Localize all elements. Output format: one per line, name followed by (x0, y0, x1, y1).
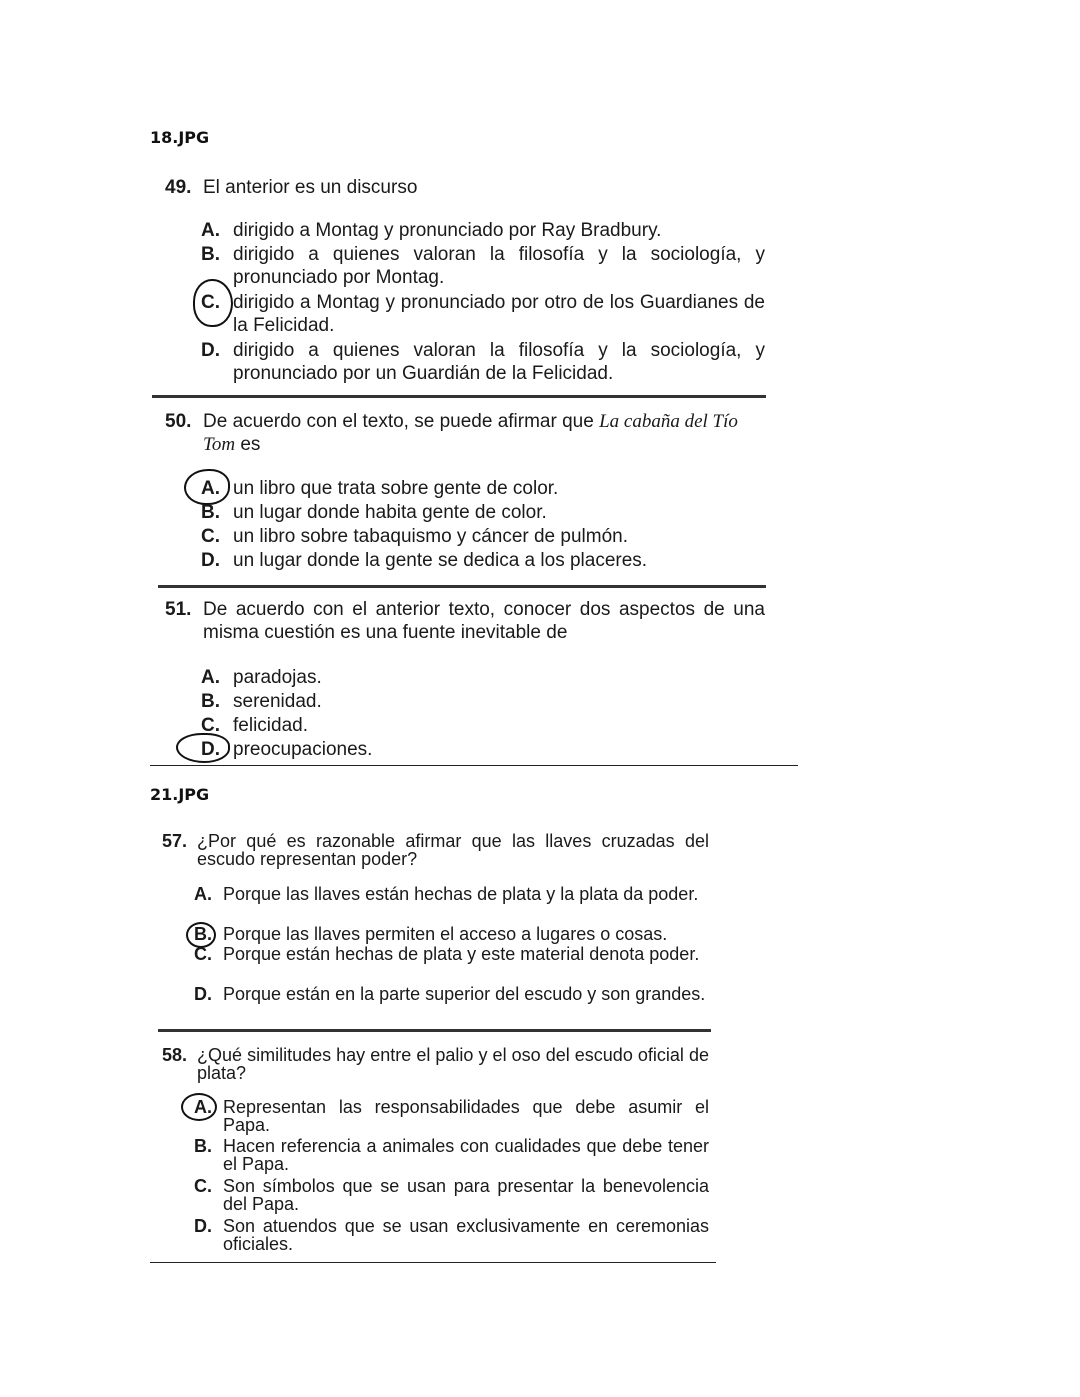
option-letter: A. (194, 884, 212, 904)
option-letter: C. (201, 715, 220, 736)
answer-circle-mark (193, 279, 233, 327)
option-text: paradojas. (233, 667, 322, 688)
option-letter: C. (194, 1176, 212, 1196)
option-letter: A. (201, 220, 220, 241)
question-number: 58. (162, 1045, 188, 1065)
option-text: felicidad. (233, 715, 308, 736)
option-letter: D. (201, 550, 220, 571)
option-letter: B. (201, 502, 220, 523)
option-text: serenidad. (233, 691, 322, 712)
option-text: Porque las llaves permiten el acceso a lugares o cosas. (223, 924, 668, 944)
option-letter: A. (201, 667, 220, 688)
option-text: preocupaciones. (233, 739, 373, 760)
question-number: 57. (162, 831, 188, 851)
question-text: De acuerdo con el anterior texto, conocer dos aspectos de una misma cuestión es una fuente inevitable de (203, 599, 765, 643)
question-number: 50. (165, 411, 192, 432)
option-text: dirigido a quienes valoran la filosofía y la sociología, y pronunciado por un Guardián de la Felicidad. (233, 340, 765, 384)
option-letter: C. (194, 944, 212, 964)
option-letter: D. (194, 984, 212, 1004)
option-letter: A. (201, 478, 220, 499)
option-letter: C. (201, 292, 220, 313)
divider (158, 585, 766, 588)
divider (150, 1262, 716, 1263)
question-number: 51. (165, 599, 192, 620)
option-text: Porque las llaves están hechas de plata y la plata da poder. (223, 884, 699, 904)
answer-circle-mark (184, 469, 230, 505)
option-letter: B. (201, 691, 220, 712)
option-text: un libro que trata sobre gente de color. (233, 478, 559, 499)
option-text: un lugar donde habita gente de color. (233, 502, 547, 523)
question-text-end: es (240, 434, 261, 455)
answer-circle-mark (176, 733, 230, 763)
book-title: La cabaña del Tío Tom (203, 411, 738, 455)
divider (158, 1029, 711, 1032)
option-text: dirigido a Montag y pronunciado por Ray Bradbury. (233, 220, 662, 241)
option-text: Porque están en la parte superior del escudo y son grandes. (223, 984, 706, 1004)
question-number: 49. (165, 177, 192, 198)
option-letter: A. (194, 1097, 212, 1117)
option-letter: C. (201, 526, 220, 547)
option-letter: D. (194, 1216, 212, 1236)
question-text: ¿Qué similitudes hay entre el palio y el oso del escudo oficial de plata? (197, 1045, 709, 1083)
file-label-18: 18.JPG (150, 128, 210, 147)
option-letter: B. (194, 1136, 212, 1156)
option-text: dirigido a Montag y pronunciado por otro de los Guardianes de la Felicidad. (233, 292, 765, 336)
option-letter: B. (201, 244, 220, 265)
question-text-start: De acuerdo con el texto, se puede afirmar que (203, 411, 594, 432)
option-text: Porque están hechas de plata y este material denota poder. (223, 944, 700, 964)
question-text: El anterior es un discurso (203, 177, 418, 198)
divider (150, 765, 798, 766)
option-text: Son atuendos que se usan exclusivamente en ceremonias oficiales. (223, 1216, 709, 1254)
option-text: Hacen referencia a animales con cualidades que debe tener el Papa. (223, 1136, 709, 1174)
option-letter: D. (201, 340, 220, 361)
option-letter: B. (194, 924, 212, 944)
question-text: ¿Por qué es razonable afirmar que las llaves cruzadas del escudo representan poder? (197, 831, 709, 869)
option-text: dirigido a quienes valoran la filosofía y la sociología, y pronunciado por Montag. (233, 244, 765, 288)
option-text: Representan las responsabilidades que debe asumir el Papa. (223, 1097, 709, 1135)
question-text (203, 410, 748, 456)
answer-circle-mark (181, 1093, 217, 1121)
option-text: un lugar donde la gente se dedica a los placeres. (233, 550, 648, 571)
file-label-21: 21.JPG (150, 785, 210, 804)
option-letter: D. (201, 739, 220, 760)
divider (152, 395, 766, 398)
option-text: Son símbolos que se usan para presentar la benevolencia del Papa. (223, 1176, 709, 1214)
option-text: un libro sobre tabaquismo y cáncer de pulmón. (233, 526, 629, 547)
